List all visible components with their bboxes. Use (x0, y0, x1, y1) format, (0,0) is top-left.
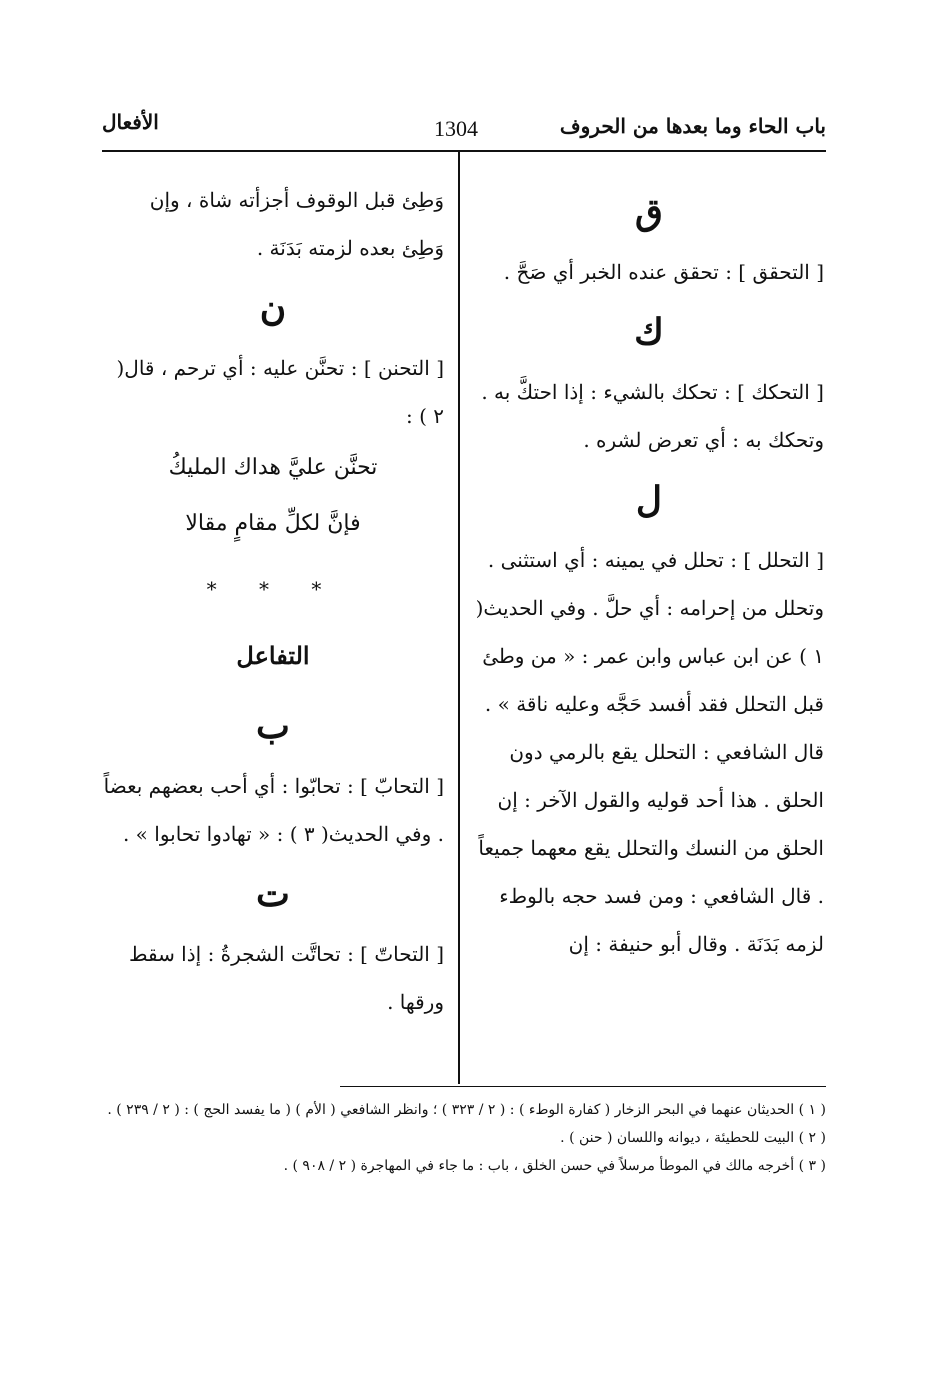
footnote-2: ( ٢ ) البيت للحطيئة ، ديوانه واللسان ( حنن ) . (560, 1130, 826, 1146)
column-divider (458, 152, 460, 1084)
left-column (102, 176, 444, 1026)
entry-tahaqquq: [ التحقق ] : تحقق عنده الخبر أي صَحَّ . (503, 260, 824, 284)
footnote-rule (340, 1086, 826, 1087)
entry-tahakkuk-2: وتحكك به : أي تعرض لشره . (583, 428, 824, 452)
chapter-title: باب الحاء وما بعدها من الحروف (559, 114, 826, 138)
poem-verse-2: فإنَّ لكلِّ مقامٍ مقالا (185, 511, 361, 536)
footnotes (102, 1096, 826, 1180)
entry-tahallul-2: وتحلل من إحرامه : أي حلَّ . وفي الحديث( ١ ) عن ابن عباس وابن عمر : « من وطئ قبل التحلل فقد أفسد حَجَّه وعليه ناقة » . قال الشافعي : التحلل يقع بالرمي دون الحلق . هذا أحد قوليه والقول الآخر : إن الحلق من النسك والتحلل يقع معهما جميعاً . قال الشافعي : ومن فسد حجه بالوطء لزمه بَدَنَة . وقال أبو حنيفة : إن (475, 596, 824, 956)
entry-tahakkuk: [ التحكك ] : تحكك بالشيء : إذا احتكَّ به . (481, 380, 824, 404)
entry-tahabb: [ التحابّ ] : تحابّوا : أي أحب بعضهم بعضاً . وفي الحديث( ٣ ) : « تهادوا تحابوا » . (103, 774, 444, 846)
letter-heading-kaf: ك (634, 311, 664, 353)
header-rule (102, 150, 826, 152)
page-header (102, 100, 826, 148)
letter-heading-lam: ل (635, 479, 663, 521)
letter-heading-nun: ن (259, 287, 287, 329)
letter-heading-qaf: ق (635, 191, 663, 233)
right-column (474, 176, 824, 968)
entry-continuation: وَطِئ قبل الوقوف أجزأته شاة ، وإن وَطِئ بعده لزمته بَدَنَة . (149, 188, 444, 260)
entry-tahatt: [ التحاتّ ] : تحاتَّت الشجرةُ : إذا سقط ورقها . (128, 942, 444, 1014)
footnote-1: ( ١ ) الحديثان عنهما في البحر الزخار ( كفارة الوطء ) : ( ٢ / ٣٢٣ ) ؛ وانظر الشافعي ( الأم ) ( ما يفسد الحج ) : ( ٢ / ٢٣٩ ) . (107, 1102, 826, 1118)
poem-verse-1: تحنَّن عليَّ هداك المليكُ (168, 455, 378, 480)
entry-tahannun: [ التحنن ] : تحنَّن عليه : أي ترحم ، قال( ٢ ) : (116, 356, 444, 428)
footnote-3: ( ٣ ) أخرجه مالك في الموطأ مرسلاً في حسن الخلق ، باب : ما جاء في المهاجرة ( ٢ / ٩٠٨ ) . (283, 1158, 826, 1174)
section-separator-stars: * * * (206, 577, 340, 601)
letter-heading-ta: ت (256, 873, 290, 915)
section-title-tafaul: التفاعل (236, 641, 310, 670)
letter-heading-ba: ب (256, 705, 290, 747)
section-title-header: الأفعال (102, 110, 159, 134)
entry-tahallul: [ التحلل ] : تحلل في يمينه : أي استثنى . (487, 548, 824, 572)
page-number: 1304 (434, 116, 478, 141)
